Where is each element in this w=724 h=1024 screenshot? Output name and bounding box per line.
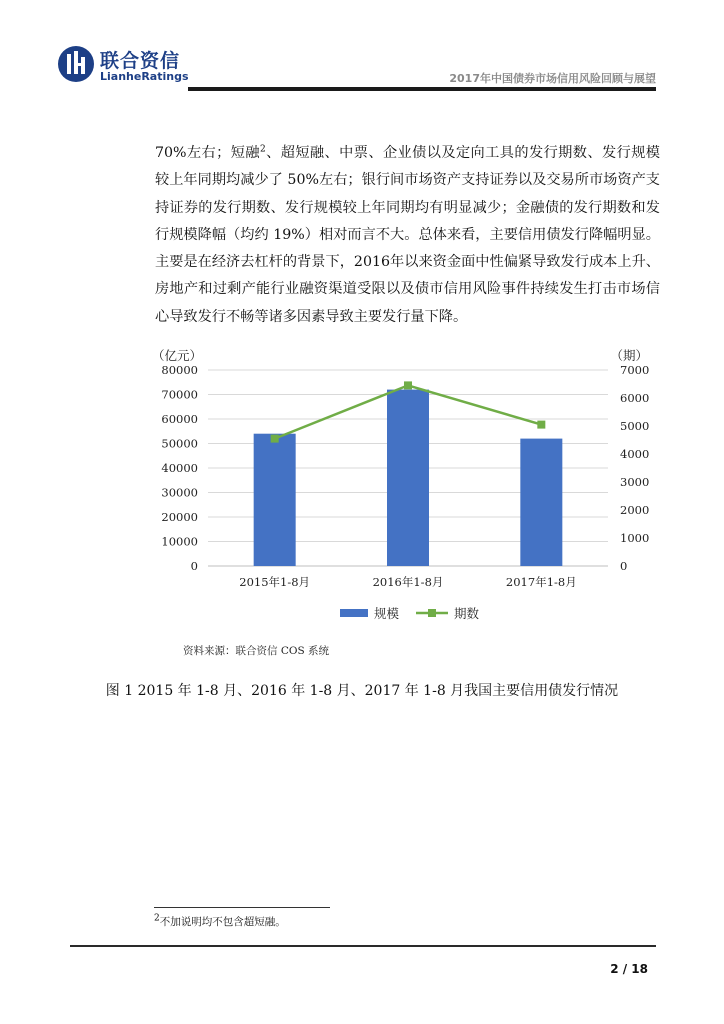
footnote (154, 914, 286, 929)
y-right-tick-label: 2000 (620, 503, 650, 517)
marker-期数 (537, 421, 545, 429)
y-left-tick-label: 80000 (161, 363, 198, 377)
y-left-tick-label: 70000 (161, 387, 198, 402)
y-right-tick-label: 0 (620, 559, 628, 573)
legend-marker-期数 (428, 609, 436, 617)
y-left-tick-label: 50000 (161, 436, 198, 451)
footnote-ref[interactable]: 2 (259, 144, 266, 155)
y-right-tick-label: 1000 (620, 531, 650, 545)
chart-source: 资料来源：联合资信 COS 系统 (183, 645, 330, 657)
y-left-tick-label: 10000 (161, 534, 198, 549)
logo-icon (58, 46, 94, 82)
body-paragraph (155, 140, 660, 331)
y-left-tick-label: 40000 (161, 461, 198, 475)
y-right-unit-label: （期） (610, 348, 648, 363)
legend-label: 期数 (454, 606, 480, 621)
figure-caption: 图 1 2015 年 1-8 月、2016 年 1-8 月、2017 年 1-8 月我国主要信用债发行情况 (105, 683, 619, 699)
y-left-tick-label: 0 (190, 559, 198, 573)
y-right-tick-label: 5000 (620, 419, 650, 433)
logo-text-cn: 联合资信 (100, 50, 181, 72)
y-left-tick-label: 60000 (161, 412, 198, 426)
page-number: 2 / 18 (610, 962, 648, 976)
y-left-tick-label: 30000 (161, 485, 198, 500)
y-right-tick-label: 6000 (620, 391, 650, 405)
marker-期数 (404, 381, 412, 389)
footnote-rule (154, 907, 330, 908)
issuance-chart (150, 345, 650, 630)
footer-rule (70, 945, 656, 947)
bar-规模 (387, 390, 429, 566)
y-right-tick-label: 3000 (620, 475, 650, 489)
y-right-tick-label: 4000 (620, 447, 650, 461)
legend-swatch-规模 (340, 609, 368, 617)
bar-规模 (520, 439, 562, 566)
marker-期数 (271, 435, 279, 443)
bar-规模 (254, 434, 296, 566)
header-rule (188, 87, 656, 91)
legend-label: 规模 (374, 606, 400, 621)
body-text-rest: 、超短融、中票、企业债以及定向工具的发行期数、发行规模较上年同期均减少了 50%左右；银行间市场资产支持证券以及交易所市场资产支持证券的发行期数、发行规模较上年同期均有明显减少；金融债的发行期数和发行规模降幅（均约 19%）相对而言不大。总体来看，主要信用债发行降幅明显。主要是在经济去杠杆的背景下，2016年以来资金面中性偏紧导致发行成本上升、房地产和过剩产能行业融资渠道受限以及债市信用风险事件持续发生打击市场信心导致发行不畅等诸多因素导致主要发行量下降。 (155, 145, 660, 325)
y-right-tick-label: 7000 (620, 363, 650, 377)
y-left-tick-label: 20000 (161, 510, 198, 524)
x-tick-label: 2017年1-8月 (505, 575, 577, 589)
body-text-start: 70%左右；短融 (155, 145, 260, 161)
footnote-mark: 2 (154, 913, 160, 924)
y-left-unit-label: （亿元） (152, 348, 203, 363)
logo-text-en: LianheRatings (100, 70, 189, 83)
header-title: 2017年中国债券市场信用风险回顾与展望 (449, 72, 656, 85)
x-tick-label: 2015年1-8月 (239, 575, 311, 589)
x-tick-label: 2016年1-8月 (372, 575, 444, 589)
footnote-text: 不加说明均不包含超短融。 (159, 916, 286, 928)
chart-svg (150, 345, 650, 630)
company-logo (58, 46, 218, 86)
